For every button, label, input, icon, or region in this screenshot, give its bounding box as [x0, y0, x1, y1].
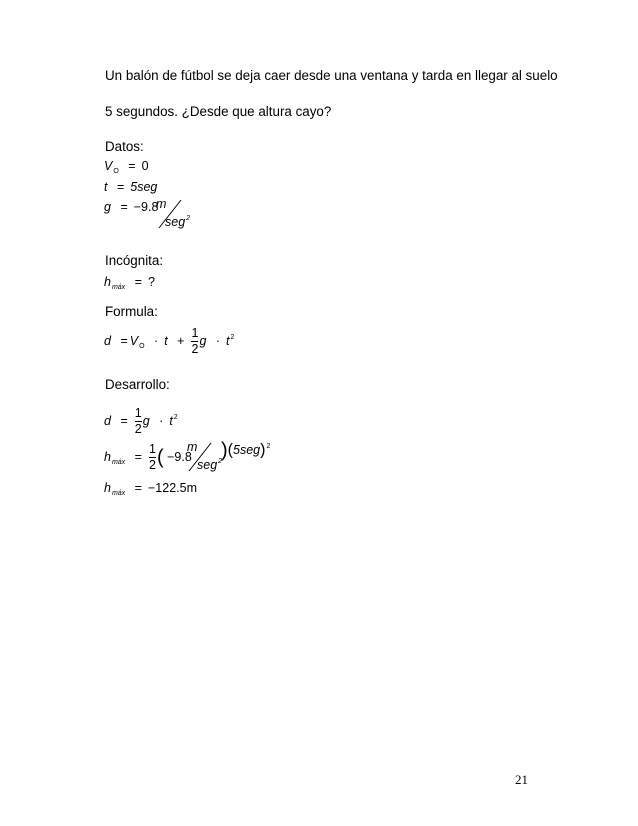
formula-v-symbol: V [129, 333, 139, 348]
desarrollo-heading: Desarrollo: [105, 377, 170, 392]
h-symbol: h [104, 275, 111, 289]
formula-t2-exp: 2 [230, 333, 235, 341]
problem-line-2: 5 segundos. ¿Desde que altura cayo? [105, 104, 332, 119]
desarrollo-eq3: $h_{máx} = -122.5m$ [104, 481, 197, 497]
eq2-frac-den: 2 [148, 458, 156, 472]
eq2-h-sub: máx [111, 458, 126, 466]
eq1-g-symbol: g [142, 413, 150, 428]
page-number: 21 [515, 772, 528, 787]
h-value: ? [147, 275, 155, 289]
eq3-result: −122.5m [147, 481, 197, 495]
eq2-frac-num: 1 [148, 442, 156, 456]
v0-subscript: O [113, 168, 119, 175]
incognita-equation: $h_{máx}$ = ? [104, 275, 155, 291]
eq2-open-paren: ( [156, 446, 164, 469]
eq3-h-sub: máx [111, 490, 126, 497]
datos-v0-equation: $V_O = 0$ [104, 159, 149, 175]
datos-g-equation: g = −9.8 [104, 200, 159, 214]
eq2-h-symbol: h [104, 449, 111, 464]
g-unit-denominator [165, 215, 190, 232]
eq3-h-symbol: h [104, 481, 111, 495]
h-subscript: máx [111, 284, 126, 291]
eq2-time-term: )$(5seg)^2$ [221, 439, 271, 462]
g-unit-den-text: seg [165, 215, 186, 229]
g-unit-numerator: m [156, 197, 167, 211]
formula-v-sub: O [139, 342, 145, 350]
desarrollo-eq1: d = $\frac{1}{2}$ $g \cdot t^2$ [104, 406, 178, 436]
eq2-unit-numerator: m [187, 440, 198, 454]
g-value: −9.8 [133, 200, 159, 214]
eq1-frac-num: 1 [134, 406, 142, 420]
datos-t-equation: t = 5seg [104, 180, 158, 194]
t-symbol: t [104, 180, 108, 194]
eq2-fraction [149, 443, 156, 472]
formula-fraction [191, 327, 198, 356]
eq1-fraction [135, 407, 142, 436]
formula-d-symbol: d [104, 333, 111, 348]
eq1-t-symbol: t [169, 413, 173, 428]
v0-symbol: V [104, 159, 113, 173]
eq2-t-value: 5seg [233, 443, 261, 457]
desarrollo-eq2: $h_{máx}$ = $\frac{1}{2}$ ( −9.8 [104, 442, 192, 472]
eq1-t-exp: 2 [173, 413, 178, 421]
eq1-frac-den: 2 [134, 422, 142, 436]
eq2-t-exp: 2 [266, 443, 271, 450]
eq2-unit-exp: 2 [218, 458, 223, 465]
eq2-unit-denominator [197, 458, 222, 475]
formula-heading: Formula: [105, 304, 158, 319]
eq2-close-paren: ) [221, 439, 228, 462]
datos-heading: Datos: [105, 139, 144, 154]
eq2-unit-den-text: seg [197, 458, 218, 472]
formula-frac-den: 2 [191, 342, 199, 356]
eq1-d-symbol: d [104, 413, 111, 428]
formula-frac-num: 1 [191, 326, 199, 340]
formula-g-symbol: g [199, 333, 207, 348]
formula-t-symbol: t [164, 333, 168, 348]
g-symbol: g [104, 200, 111, 214]
formula-equation: $d = V_O \cdot t$ + $\frac{1}{2}$ $g \cdot t^2$ [104, 326, 235, 356]
t-value: 5seg [130, 180, 158, 194]
problem-line-1: Un balón de fútbol se deja caer desde una ventana y tarda en llegar al suelo [105, 68, 558, 83]
incognita-heading: Incógnita: [105, 253, 164, 268]
formula-t2-symbol: t [226, 333, 230, 348]
g-unit-exp: 2 [186, 215, 191, 222]
eq2-g-value: −9.8 [167, 449, 192, 464]
v0-value: 0 [141, 159, 149, 173]
